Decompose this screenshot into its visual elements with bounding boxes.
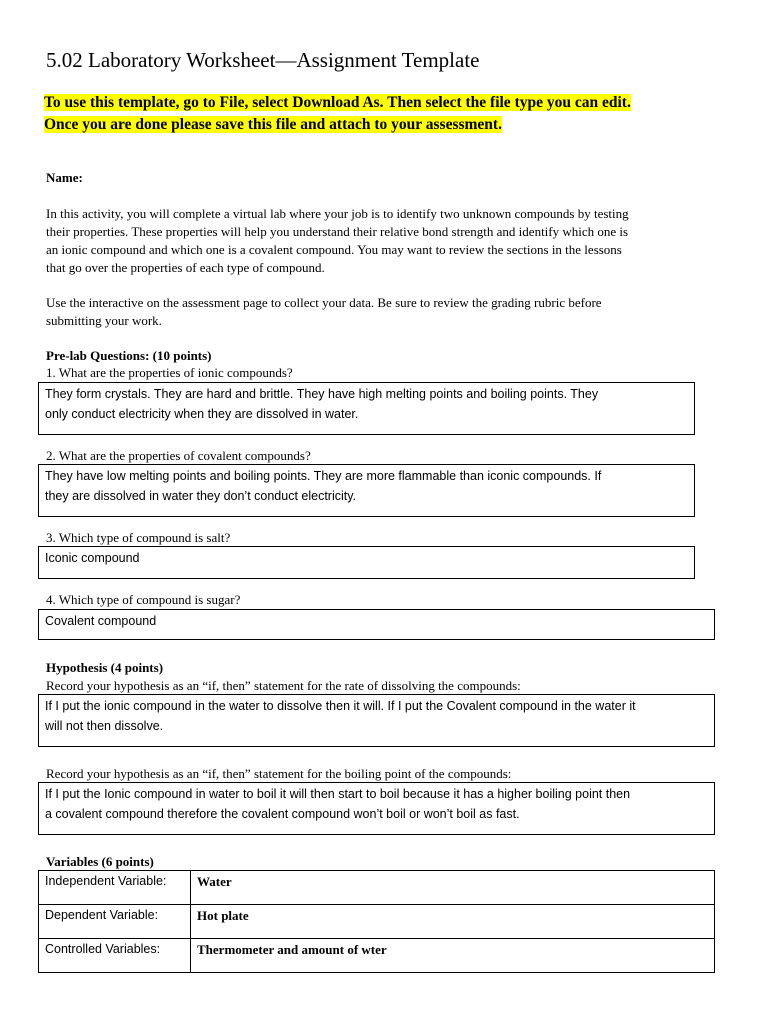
hypothesis-answer-2[interactable] (38, 782, 715, 835)
hypothesis-prompt-2: Record your hypothesis as an “if, then” statement for the boiling point of the compounds: (46, 766, 512, 781)
intro-paragraph (46, 205, 726, 277)
table-row (39, 871, 715, 905)
table-row (39, 905, 715, 939)
answer-line: only conduct electricity when they are dissolved in water. (45, 407, 359, 421)
answer-line: Iconic compound (45, 551, 140, 565)
interactive-line: Use the interactive on the assessment page to collect your data. Be sure to review the grading rubric before (46, 295, 602, 310)
prelab-answer-3[interactable] (38, 546, 695, 579)
interactive-paragraph (46, 294, 726, 330)
prelab-answer-1[interactable] (38, 382, 695, 435)
hypothesis-heading: Hypothesis (4 points) (46, 660, 164, 675)
prelab-question-1: 1. What are the properties of ionic compounds? (46, 365, 293, 380)
variable-value[interactable]: Hot plate (191, 905, 715, 939)
answer-line: they are dissolved in water they don’t conduct electricity. (45, 489, 357, 503)
variable-label: Dependent Variable: (39, 905, 191, 939)
answer-line: a covalent compound therefore the covalent compound won’t boil or won’t boil as fast. (45, 807, 520, 821)
answer-line: If I put the Ionic compound in water to boil it will then start to boil because it has a higher boiling point then (45, 787, 631, 801)
answer-line: If I put the ionic compound in the water to dissolve then it will. If I put the Covalent compound in the water it (45, 699, 636, 713)
intro-line: an ionic compound and which one is a covalent compound. You may want to review the sections in the lessons (46, 242, 622, 257)
intro-line: that go over the properties of each type of compound. (46, 260, 325, 275)
answer-line: They form crystals. They are hard and brittle. They have high melting points and boiling points. They (45, 387, 599, 401)
prelab-question-3: 3. Which type of compound is salt? (46, 530, 231, 545)
hypothesis-prompt-1: Record your hypothesis as an “if, then” statement for the rate of dissolving the compounds: (46, 678, 521, 693)
instruction-line-1: To use this template, go to File, select Download As. Then select the file type you can edit. (44, 94, 631, 111)
hypothesis-answer-1[interactable] (38, 694, 715, 747)
table-row (39, 939, 715, 973)
prelab-question-4: 4. Which type of compound is sugar? (46, 592, 241, 607)
variable-label: Independent Variable: (39, 871, 191, 905)
variable-value[interactable]: Water (191, 871, 715, 905)
answer-line: They have low melting points and boiling points. They are more flammable than iconic compounds. If (45, 469, 602, 483)
intro-line: their properties. These properties will help you understand their relative bond strength and identify which one is (46, 224, 629, 239)
variable-label: Controlled Variables: (39, 939, 191, 973)
page-title: 5.02 Laboratory Worksheet—Assignment Template (46, 48, 480, 72)
name-label: Name: (46, 170, 83, 185)
variable-value[interactable]: Thermometer and amount of wter (191, 939, 715, 973)
prelab-heading: Pre-lab Questions: (10 points) (46, 348, 212, 363)
prelab-question-2: 2. What are the properties of covalent compounds? (46, 448, 311, 463)
variables-heading: Variables (6 points) (46, 854, 154, 869)
intro-line: In this activity, you will complete a virtual lab where your job is to identify two unknown compounds by testing (46, 206, 629, 221)
answer-line: will not then dissolve. (45, 719, 164, 733)
instruction-line-2: Once you are done please save this file and attach to your assessment. (44, 116, 502, 133)
variables-table (38, 870, 715, 973)
instruction-note (44, 92, 631, 136)
prelab-answer-2[interactable] (38, 464, 695, 517)
answer-line: Covalent compound (45, 614, 157, 628)
prelab-answer-4[interactable] (38, 609, 715, 640)
interactive-line: submitting your work. (46, 313, 162, 328)
